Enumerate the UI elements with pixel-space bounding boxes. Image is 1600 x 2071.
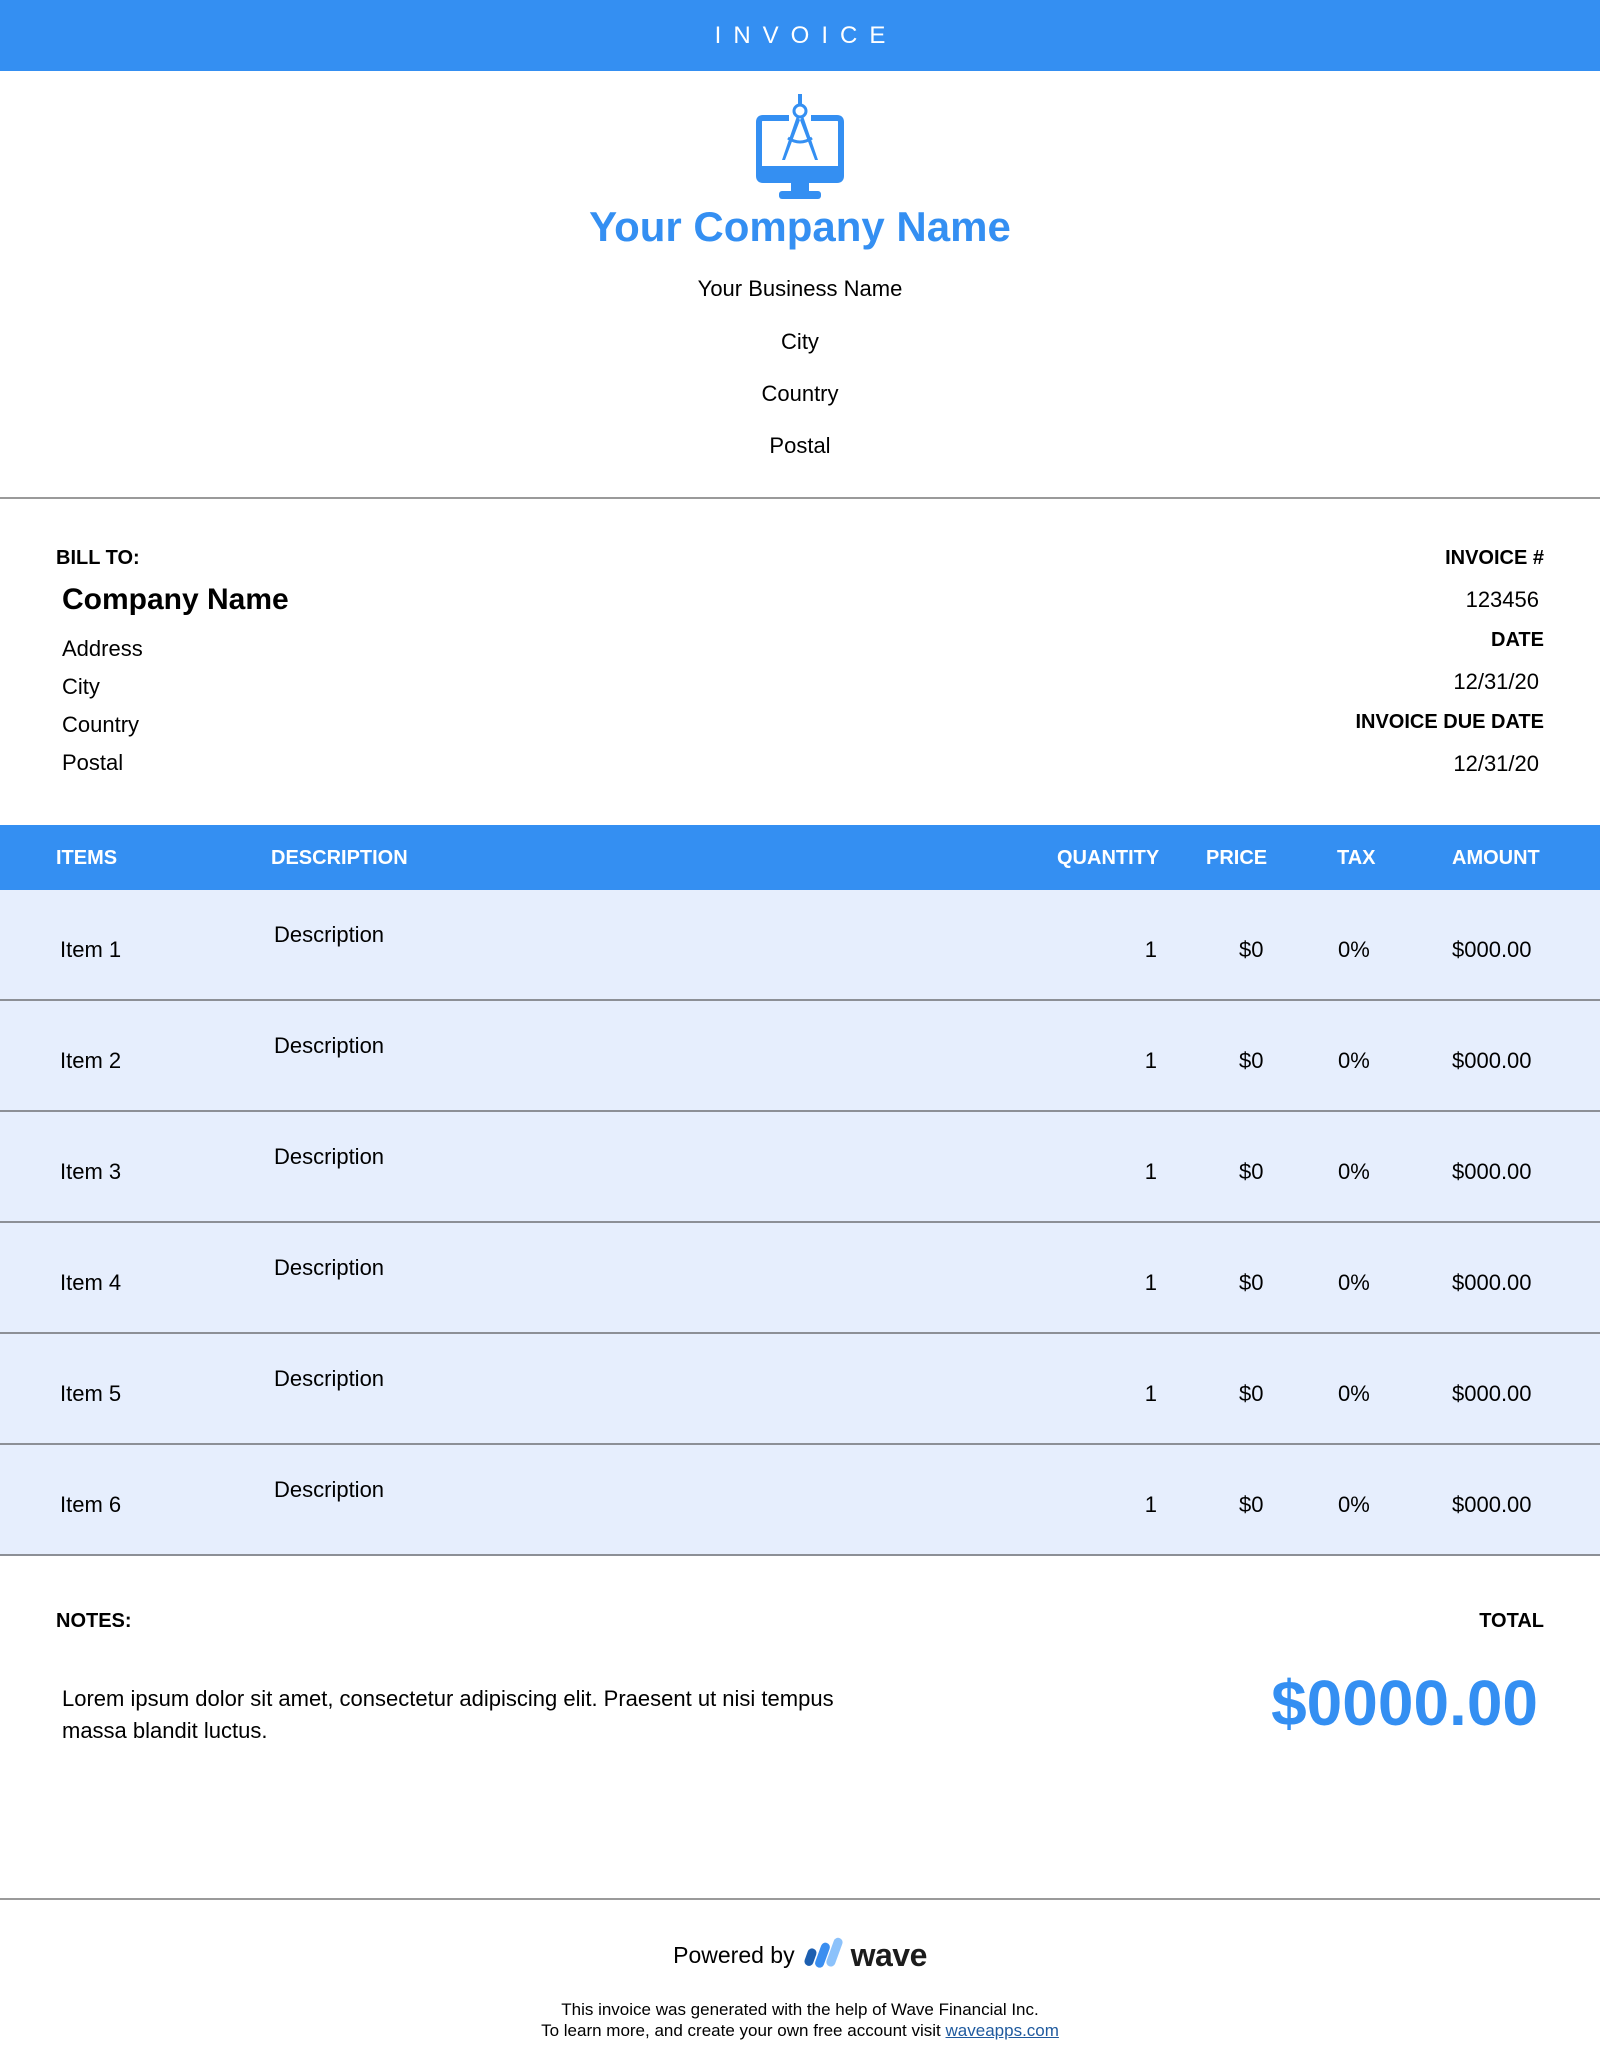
row-description: Description (274, 1033, 385, 1058)
table-row (0, 890, 1600, 1001)
row-tax: 0% (1338, 1159, 1370, 1184)
row-quantity: 1 (1144, 1270, 1157, 1295)
table-row (0, 1445, 1600, 1556)
row-description: Description (274, 1366, 385, 1391)
bill-to-address: Address (62, 636, 143, 661)
header-divider (0, 497, 1600, 499)
notes-label: NOTES: (56, 1610, 132, 1632)
company-name: Your Company Name (589, 203, 1011, 250)
column-header-amount: AMOUNT (1452, 847, 1540, 869)
column-header-quantity: QUANTITY (1057, 847, 1160, 869)
row-price: $0 (1239, 1270, 1264, 1295)
invoice-header-bar (0, 0, 1600, 71)
company-postal: Postal (769, 433, 831, 458)
row-tax: 0% (1338, 1270, 1370, 1295)
row-quantity: 1 (1144, 1381, 1157, 1406)
bill-to-label: BILL TO: (56, 547, 140, 569)
column-header-tax: TAX (1337, 847, 1376, 869)
invoice-number-label: INVOICE # (1445, 547, 1544, 569)
row-tax: 0% (1338, 1048, 1370, 1073)
row-item: Item 3 (60, 1159, 122, 1184)
wave-logo-icon (803, 1936, 843, 1975)
row-amount: $000.00 (1452, 937, 1532, 962)
column-header-description: DESCRIPTION (271, 847, 408, 869)
business-name: Your Business Name (697, 276, 903, 301)
row-amount: $000.00 (1452, 1381, 1532, 1406)
powered-by-wave (0, 1936, 1600, 1975)
row-amount: $000.00 (1452, 1492, 1532, 1517)
items-table-header (0, 825, 1600, 890)
column-header-price: PRICE (1206, 847, 1268, 869)
row-item: Item 2 (60, 1048, 122, 1073)
row-quantity: 1 (1144, 1159, 1157, 1184)
footer-divider (0, 1898, 1600, 1900)
row-description: Description (274, 922, 385, 947)
invoice-due-date-value: 12/31/20 (1453, 751, 1539, 776)
row-quantity: 1 (1144, 1492, 1157, 1517)
invoice-title: INVOICE (714, 21, 898, 49)
row-price: $0 (1239, 1381, 1264, 1406)
row-amount: $000.00 (1452, 1270, 1532, 1295)
items-table-body (0, 890, 1600, 1556)
notes-text: Lorem ipsum dolor sit amet, consectetur adipiscing elit. Praesent ut nisi tempus massa blandit luctus. (62, 1686, 834, 1743)
bill-to-country: Country (62, 712, 140, 737)
table-row (0, 1001, 1600, 1112)
table-row (0, 1112, 1600, 1223)
company-country: Country (761, 381, 839, 406)
row-description: Description (274, 1144, 385, 1169)
row-quantity: 1 (1144, 1048, 1157, 1073)
row-price: $0 (1239, 1492, 1264, 1517)
column-header-items: ITEMS (56, 847, 118, 869)
invoice-date-label: DATE (1491, 629, 1544, 651)
monitor-compass-icon (755, 92, 845, 202)
row-item: Item 6 (60, 1492, 122, 1517)
row-item: Item 5 (60, 1381, 122, 1406)
row-price: $0 (1239, 937, 1264, 962)
row-price: $0 (1239, 1159, 1264, 1184)
footer-line-2 (0, 2021, 1600, 2041)
invoice-due-date-label: INVOICE DUE DATE (1355, 711, 1544, 733)
table-row (0, 1334, 1600, 1445)
footer-line-1: This invoice was generated with the help of Wave Financial Inc. (561, 2000, 1039, 2019)
row-amount: $000.00 (1452, 1159, 1532, 1184)
bill-to-company: Company Name (62, 583, 289, 616)
footer-line-2-text: To learn more, and create your own free account visit (541, 2021, 946, 2040)
table-row (0, 1223, 1600, 1334)
row-quantity: 1 (1144, 937, 1157, 962)
bill-to-postal: Postal (62, 750, 124, 775)
row-item: Item 1 (60, 937, 122, 962)
total-label: TOTAL (1479, 1610, 1544, 1632)
row-tax: 0% (1338, 1492, 1370, 1517)
powered-by-label: Powered by (673, 1942, 795, 1968)
row-tax: 0% (1338, 937, 1370, 962)
bill-to-city: City (62, 674, 100, 699)
waveapps-link[interactable]: waveapps.com (945, 2021, 1059, 2040)
row-description: Description (274, 1477, 385, 1502)
row-amount: $000.00 (1452, 1048, 1532, 1073)
invoice-number-value: 123456 (1465, 587, 1539, 612)
company-city: City (781, 329, 819, 354)
row-description: Description (274, 1255, 385, 1280)
invoice-date-value: 12/31/20 (1453, 669, 1539, 694)
total-value: $0000.00 (1271, 1667, 1538, 1739)
row-price: $0 (1239, 1048, 1264, 1073)
wave-brand-name: wave (850, 1937, 927, 1973)
row-tax: 0% (1338, 1381, 1370, 1406)
row-item: Item 4 (60, 1270, 122, 1295)
